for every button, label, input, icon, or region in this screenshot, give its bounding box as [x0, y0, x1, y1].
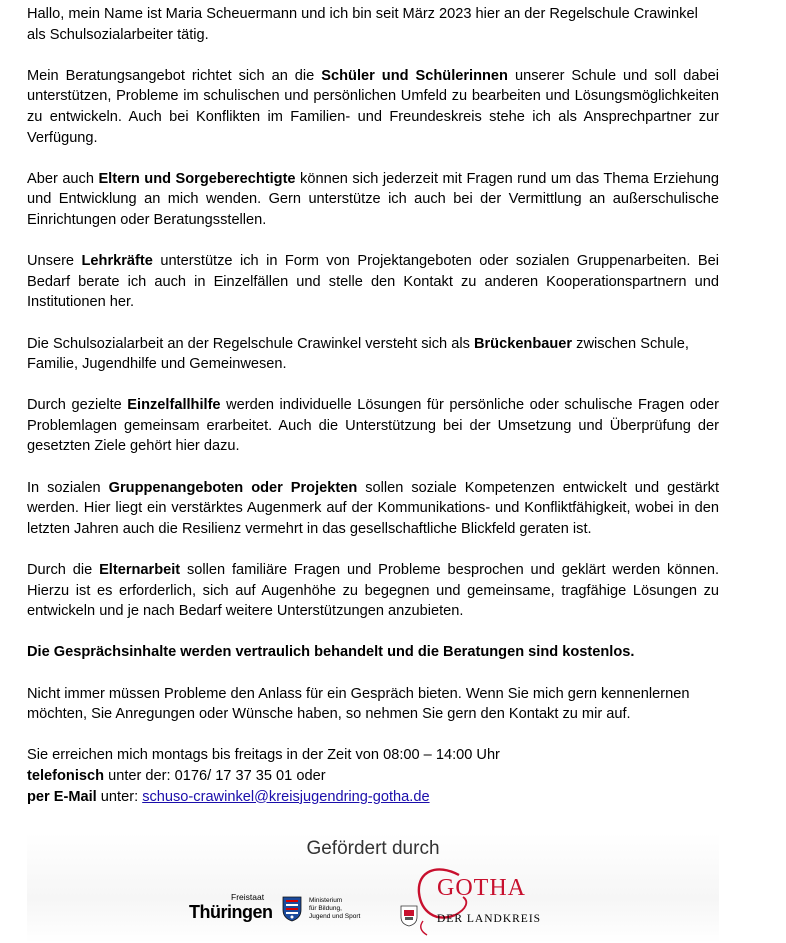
- ministry-line: Jugend und Sport: [309, 913, 361, 920]
- text-run: sollen soziale Kompetenzen entwickelt und gestärkt werden. Hier liegt ein verstärktes Augenmerk auf der Kommunikations- und Konfliktfähigkeit, wobei in den letzten Jahren auch die Resilienz vermehrt in das gesellschaftliche Blickfeld geraten ist.: [27, 479, 719, 537]
- contact-block: [27, 745, 719, 807]
- gotha-crest-icon: [400, 905, 418, 927]
- paragraph: [27, 642, 719, 663]
- text-run: Mein Beratungsangebot richtet sich an die: [27, 67, 322, 84]
- bold-text: Die Gesprächsinhalte werden vertraulich behandelt und die Beratungen sind kostenlos.: [27, 644, 635, 661]
- email-link[interactable]: schuso-crawinkel@kreisjugendring-gotha.de: [142, 788, 430, 805]
- gotha-subtitle: DER LANDKREIS: [437, 913, 542, 925]
- phone-number: unter der: 0176/ 17 37 35 01 oder: [104, 767, 326, 784]
- phone-label: telefonisch: [27, 767, 105, 784]
- paragraph: [27, 684, 719, 725]
- ministry-line: für Bildung,: [309, 905, 342, 912]
- paragraph: [27, 4, 719, 45]
- sponsor-footer: [27, 833, 719, 943]
- bold-text: Lehrkräfte: [81, 253, 153, 270]
- text-run: Hallo, mein Name ist Maria Scheuermann und ich bin seit März 2023 hier an der Regelschule Crawinkel als Schulsozialarbeiter tätig.: [27, 6, 698, 43]
- bold-text: Einzelfallhilfe: [127, 397, 221, 414]
- paragraph: [27, 251, 719, 313]
- bold-text: Schüler und Schülerinnen: [321, 67, 508, 84]
- paragraph: [27, 478, 719, 540]
- office-hours: Sie erreichen mich montags bis freitags in der Zeit von 08:00 – 14:00 Uhr: [27, 747, 500, 764]
- document-body: [27, 4, 719, 828]
- bold-text: Gruppenangeboten oder Projekten: [108, 479, 358, 496]
- gotha-name: GOTHA: [437, 875, 526, 901]
- ministry-line: Ministerium: [309, 897, 343, 904]
- text-run: Durch die: [27, 562, 100, 579]
- text-run: Durch gezielte: [27, 397, 128, 414]
- text-run: unserer Schule und soll dabei unterstützen, Probleme im schulischen und persönlichen Umfeld zu bearbeiten und Lösungsmöglichkeiten zu entwickeln. Auch bei Konflikten im Familien- und Freundeskreis stehe ich als Ansprechpartner zur Verfügung.: [27, 67, 719, 146]
- funded-by-heading: Gefördert durch: [306, 838, 440, 859]
- text-run: werden individuelle Lösungen für persönliche oder schulische Fragen oder Problemlagen gemeinsam erarbeitet. Auch die Unterstützung bei der Umsetzung und Überprüfung der gesetzten Ziele gehört hier dazu.: [27, 397, 719, 455]
- thueringen-shield-icon: [282, 896, 302, 922]
- text-run: Die Schulsozialarbeit an der Regelschule Crawinkel versteht sich als: [27, 335, 474, 352]
- bold-text: Eltern und Sorgeberechtigte: [98, 170, 296, 187]
- gotha-logo: [397, 863, 567, 938]
- paragraph-list: [27, 4, 719, 725]
- text-run: Aber auch: [27, 170, 99, 187]
- email-prefix: unter:: [96, 788, 143, 805]
- text-run: unterstütze ich in Form von Projektangeboten oder sozialen Gruppenarbeiten. Bei Bedarf berate ich auch in Einzelfällen und stelle den Kontakt zu anderen Kooperationspartnern und Institutionen her.: [27, 253, 719, 311]
- paragraph: [27, 66, 719, 148]
- email-label: per E-Mail: [27, 788, 97, 805]
- text-run: Nicht immer müssen Probleme den Anlass für ein Gespräch bieten. Wenn Sie mich gern kennenlernen möchten, Sie Anregungen oder Wünsche haben, so nehmen Sie gern den Kontakt zu mir auf.: [27, 685, 690, 723]
- text-run: In sozialen: [27, 479, 109, 496]
- paragraph: [27, 334, 719, 375]
- text-run: zwischen Schule, Familie, Jugendhilfe und Gemeinwesen.: [27, 335, 689, 373]
- text-run: sollen familiäre Fragen und Probleme besprochen und geklärt werden können. Hierzu ist es erforderlich, sich auf Augenhöhe zu begegnen und gemeinsame, tragfähige Lösungen zu entwickeln und je nach Bedarf weitere Unterstützungen anzubieten.: [27, 562, 719, 620]
- thueringen-ministry: [309, 897, 369, 921]
- bold-text: Elternarbeit: [99, 562, 181, 579]
- paragraph: [27, 169, 719, 231]
- text-run: Unsere: [27, 253, 82, 270]
- paragraph: [27, 560, 719, 622]
- paragraph: [27, 395, 719, 457]
- text-run: können sich jederzeit mit Fragen rund um das Thema Erziehung und Entwicklung an mich wenden. Gern unterstütze ich auch bei der Vermittlung an außerschulische Einrichtungen oder Beratungsstellen.: [27, 170, 719, 228]
- thueringen-freistaat: Freistaat: [231, 892, 265, 902]
- thueringen-name: Thüringen: [189, 902, 273, 922]
- thueringen-logo: [189, 890, 369, 930]
- bold-text: Brückenbauer: [473, 335, 573, 352]
